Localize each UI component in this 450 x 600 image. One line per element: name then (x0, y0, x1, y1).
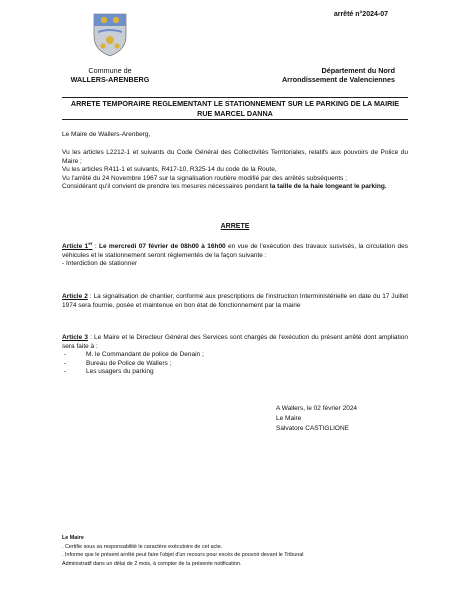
considerations-block (62, 149, 408, 192)
article-3 (62, 334, 408, 377)
vu-line-2: Vu les articles R411-1 et suivants, R417-10, R325-14 du code de la Route, (62, 166, 277, 174)
department-block (245, 66, 395, 84)
article-1-label: Article 1er (62, 241, 93, 251)
considerant-text: Considérant qu'il convient de prendre les mesures nécessaires pendant (62, 183, 270, 191)
title-line-2: RUE MARCEL DANNA (197, 108, 273, 118)
article-1 (62, 240, 408, 269)
department-name: Département du Nord (321, 66, 395, 75)
signature-block (276, 404, 357, 434)
article-2-text: : La signalisation de chantier, conforme aux prescriptions de l'instruction Interministérielle en date du 17 Juillet 1974 sera fournie, posée et maintenue en bon état de fonctionnement par la mairie (62, 293, 409, 309)
article-1-sup: er (88, 241, 93, 246)
title-line-1: ARRETE TEMPORAIRE REGLEMENTANT LE STATIONNEMENT SUR LE PARKING DE LA MAIRIE (70, 99, 400, 108)
article-3-text: : Le Maire et le Directeur Général des Services sont chargés de l'exécution du présent arrêté dont ampliation sera faite à : (62, 334, 408, 350)
recipient-item: - Les usagers du parking (62, 368, 408, 377)
article-2-label: Article 2 (62, 293, 88, 300)
commune-name: WALLERS-ARENBERG (70, 75, 150, 84)
recipient-item: - M. le Commandant de police de Denain ; (62, 351, 408, 360)
article-2 (62, 293, 408, 310)
considerant-bold-text: la taille de la haie longeant le parking. (269, 183, 387, 191)
document-number: arrêté n°2024-07 (333, 11, 388, 18)
footer-line-3: Administratif dans un délai de 2 mois, à compter de la présente notification. (62, 560, 242, 567)
commune-block (60, 66, 160, 84)
footer-title: Le Maire (62, 535, 84, 541)
article-1-item: - Interdiction de stationner (62, 260, 138, 268)
signature-name: Salvatore CASTIGLIONE (276, 425, 349, 432)
article-1-sep: : (92, 243, 99, 251)
article-1-date: Le mercredi 07 février de 08h00 à 16h00 (98, 243, 226, 251)
recipient-item: - Bureau de Police de Wallers ; (62, 360, 408, 369)
article-3-label: Article 3 (62, 334, 88, 341)
document-title (62, 97, 408, 120)
footer-line-1: . Certifie sous sa responsabilité le caractère exécutoire de cet acte. (62, 543, 223, 550)
considerant-line (62, 183, 408, 192)
intro-text: Le Maire de Wallers-Arenberg, (62, 131, 151, 138)
arrete-heading: ARRETE (220, 223, 250, 230)
article-1-text: en vue de l'exécution des travaux susvisés, la circulation des véhicules et le stationnement seront réglementés de la façon suivante : (62, 243, 408, 259)
footer-line-2: . Informe que le présent arrêté peut faire l'objet d'un recours pour excès de pouvoir devant le Tribunal (62, 552, 304, 559)
signature-role: Le Maire (276, 415, 302, 422)
vu-line-3: Vu l'arrêté du 24 Novembre 1967 sur la signalisation routière modifié par des arrêtés subséquents ; (62, 174, 347, 182)
recipient-list (62, 351, 408, 377)
commune-label: Commune de (88, 66, 132, 75)
coat-of-arms-logo (90, 10, 130, 58)
arrondissement-name: Arrondissement de Valenciennes (281, 75, 395, 84)
vu-line-1: Vu les articles L2212-1 et suivants du Code Général des Collectivités Territoriales, relatifs aux pouvoirs de Police du Maire ; (62, 149, 408, 165)
signature-place-date: A Wallers, le 02 février 2024 (276, 405, 358, 412)
footer-notice (62, 534, 422, 568)
